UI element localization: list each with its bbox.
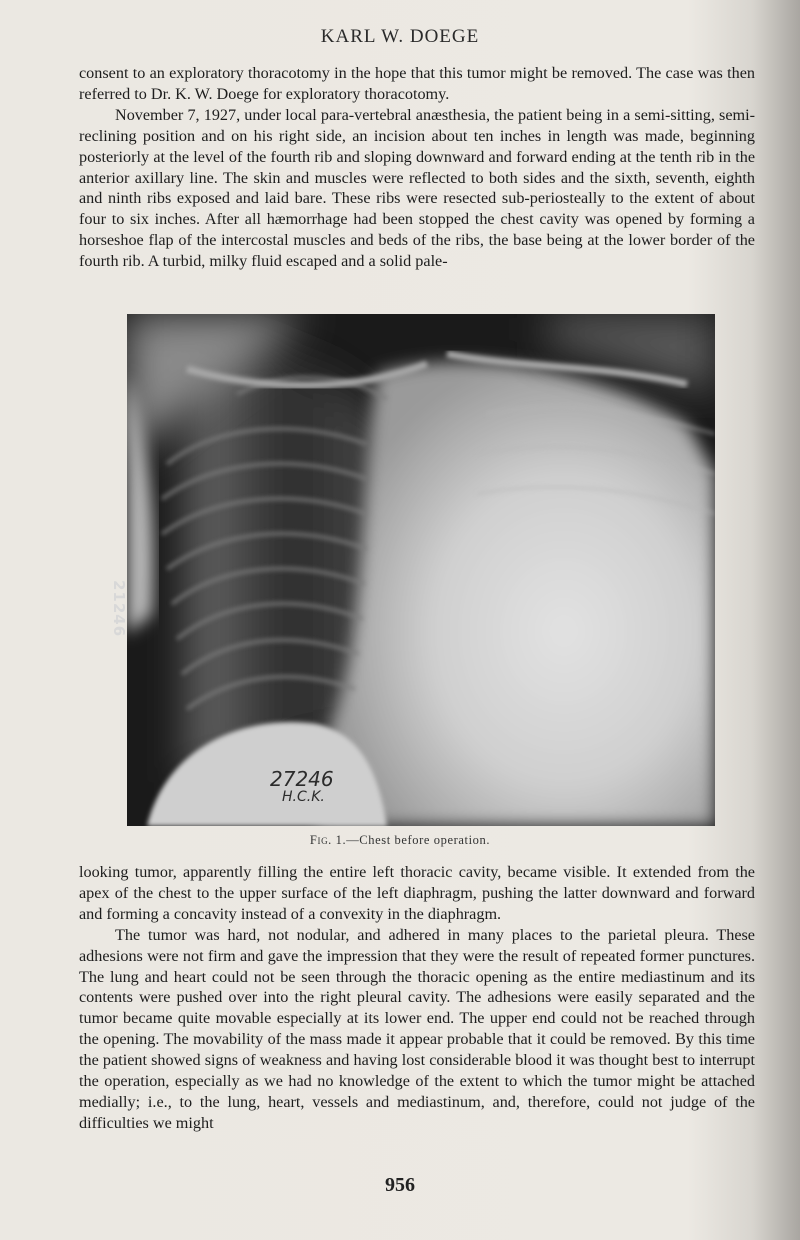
page-number: 956: [385, 1174, 415, 1196]
caption-label: Fig. 1.: [309, 833, 347, 847]
xray-image: [127, 314, 715, 826]
film-initials: H.C.K.: [282, 789, 325, 805]
figure-caption: [0, 833, 800, 848]
paragraph-adhesions: The tumor was hard, not nodular, and adhered in many places to the parietal pleura. These adhesions were not firm and gave the impression that they were the result of repeated former punctures. The lung and heart could not be seen through the thoracic opening as the entire mediastinum and its contents were pushed over into the right pleural cavity. The adhesions were easily separated and the tumor became quite movable especially at its lower end. The upper end could not be reached through the opening. The movability of the mass made it appear probable that it could be removed. By this time the patient showed signs of weakness and having lost considerable blood it was thought best to interrupt the operation, especially as we had no knowledge of the extent to which the tumor might be attached medially; i.e., to the lung, heart, vessels and mediastinum, and, therefore, could not judge of the difficulties we might: [79, 925, 755, 1132]
body-text-top: [79, 63, 755, 272]
body-text-bottom: [79, 862, 755, 1134]
film-handwritten-label: [270, 767, 334, 806]
running-head: KARL W. DOEGE: [320, 26, 480, 47]
film-number-vertical: 21246: [110, 580, 128, 638]
chest-xray-figure: [127, 314, 715, 826]
paragraph-tumor-visible: looking tumor, apparently filling the entire left thoracic cavity, became visible. It extended from the apex of the chest to the upper surface of the left diaphragm, pushing the latter downward and forward and forming a concavity instead of a convexity in the diaphragm.: [79, 863, 755, 923]
paragraph-continuation: consent to an exploratory thoracotomy in the hope that this tumor might be removed. The case was then referred to Dr. K. W. Doege for exploratory thoracotomy.: [79, 64, 755, 103]
caption-text: —Chest before operation.: [346, 833, 491, 847]
paragraph-operation: November 7, 1927, under local para-vertebral anæsthesia, the patient being in a semi-sitting, semi-reclining position and on his right side, an incision about ten inches in length was made, beginning posteriorly at the level of the fourth rib and sloping downward and forward ending at the tenth rib in the anterior axillary line. The skin and muscles were reflected to both sides and the sixth, seventh, eighth and ninth ribs exposed and laid bare. These ribs were resected sub-periosteally to the extent of about four to six inches. After all hæmorrhage had been stopped the chest cavity was opened by forming a horseshoe flap of the intercostal muscles and beds of the ribs, the base being at the lower border of the fourth rib. A turbid, milky fluid escaped and a solid pale-: [79, 105, 755, 271]
film-number-hand: 27246: [270, 767, 334, 791]
